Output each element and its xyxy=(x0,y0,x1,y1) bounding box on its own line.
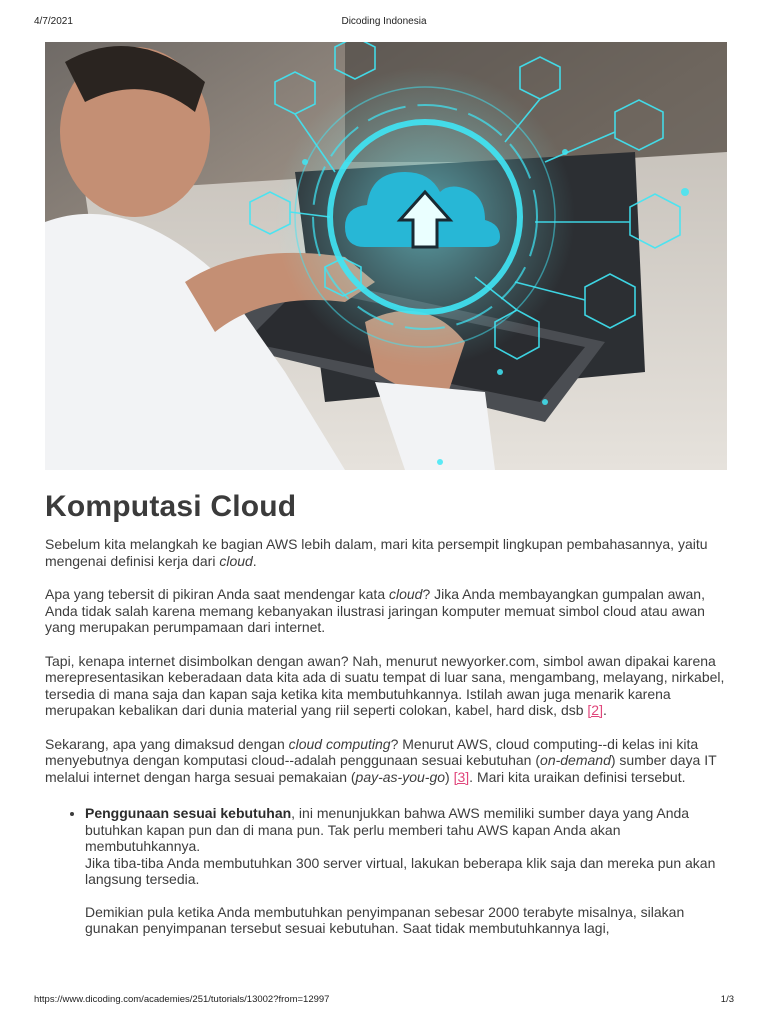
page-number: 1/3 xyxy=(720,994,734,1005)
article xyxy=(45,490,729,937)
paragraph-why-cloud: Tapi, kenapa internet disimbolkan dengan awan? Nah, menurut newyorker.com, simbol awan dipakai karena merepresentasikan keberadaan data kita ada di suatu tempat di luar sana, mengambang, melayang, nirkabel, tersedia di mana saja dan kapan saja ketika kita membutuhkannya. Istilah awan juga menarik karena merupakan kebalikan dari dunia material yang riil seperti colokan, kabel, hard disk, dsb [2]. xyxy=(45,652,725,718)
hero-image xyxy=(45,42,727,470)
paragraph-cloud-meaning: Apa yang tebersit di pikiran Anda saat mendengar kata cloud? Jika Anda membayangkan gumpalan awan, Anda tidak salah karena memang kebanyakan ilustrasi jaringan komputer memuat simbol cloud atau awan yang merupakan perumpamaan dari internet. xyxy=(45,586,705,635)
reference-link-3[interactable]: [3] xyxy=(453,768,470,785)
print-header xyxy=(0,16,768,30)
hero-illustration xyxy=(45,42,727,470)
article-title: Komputasi Cloud xyxy=(45,490,297,523)
paragraph-definition: Sekarang, apa yang dimaksud dengan cloud computing? Menurut AWS, cloud computing--di kelas ini kita menyebutnya dengan komputasi cloud--adalah penggunaan sesuai kebutuhan (on-demand) sumber daya IT melalui internet dengan harga sesuai pemakaian (pay-as-you-go) [3]. Mari kita uraikan definisi tersebut. xyxy=(45,735,717,785)
list-item-heading: Penggunaan sesuai kebutuhan xyxy=(85,805,292,821)
definition-list xyxy=(45,805,729,937)
print-footer xyxy=(0,994,768,1008)
reference-link-2[interactable]: [2] xyxy=(587,702,603,718)
print-date: 4/7/2021 xyxy=(34,16,73,27)
print-site-title: Dicoding Indonesia xyxy=(341,16,427,27)
print-url[interactable]: https://www.dicoding.com/academies/251/tutorials/13002?from=12997 xyxy=(34,994,330,1005)
list-item: • Penggunaan sesuai kebutuhan, ini menunjukkan bahwa AWS memiliki sumber daya yang Anda butuhkan kapan pun dan di mana pun. Tak perlu memberi tahu AWS kapan Anda akan membutuhkannya. Jika tiba-tiba Anda membutuhkan 300 server virtual, lakukan beberapa klik saja dan mereka pun akan langsung tersedia. Demikian pula ketika Anda membutuhkan penyimpanan sebesar 2000 terabyte misalnya, silakan gunakan penyimpanan tersebut sesuai kebutuhan. Saat tidak membutuhkannya lagi, xyxy=(85,805,729,937)
list-item-subparagraph: Demikian pula ketika Anda membutuhkan penyimpanan sebesar 2000 terabyte misalnya, silakan gunakan penyimpanan tersebut sesuai kebutuhan. Saat tidak membutuhkannya lagi, xyxy=(85,903,685,936)
paragraph-intro: Sebelum kita melangkah ke bagian AWS lebih dalam, mari kita persempit lingkupan pembahasannya, yaitu mengenai definisi kerja dari cloud. xyxy=(45,536,708,569)
